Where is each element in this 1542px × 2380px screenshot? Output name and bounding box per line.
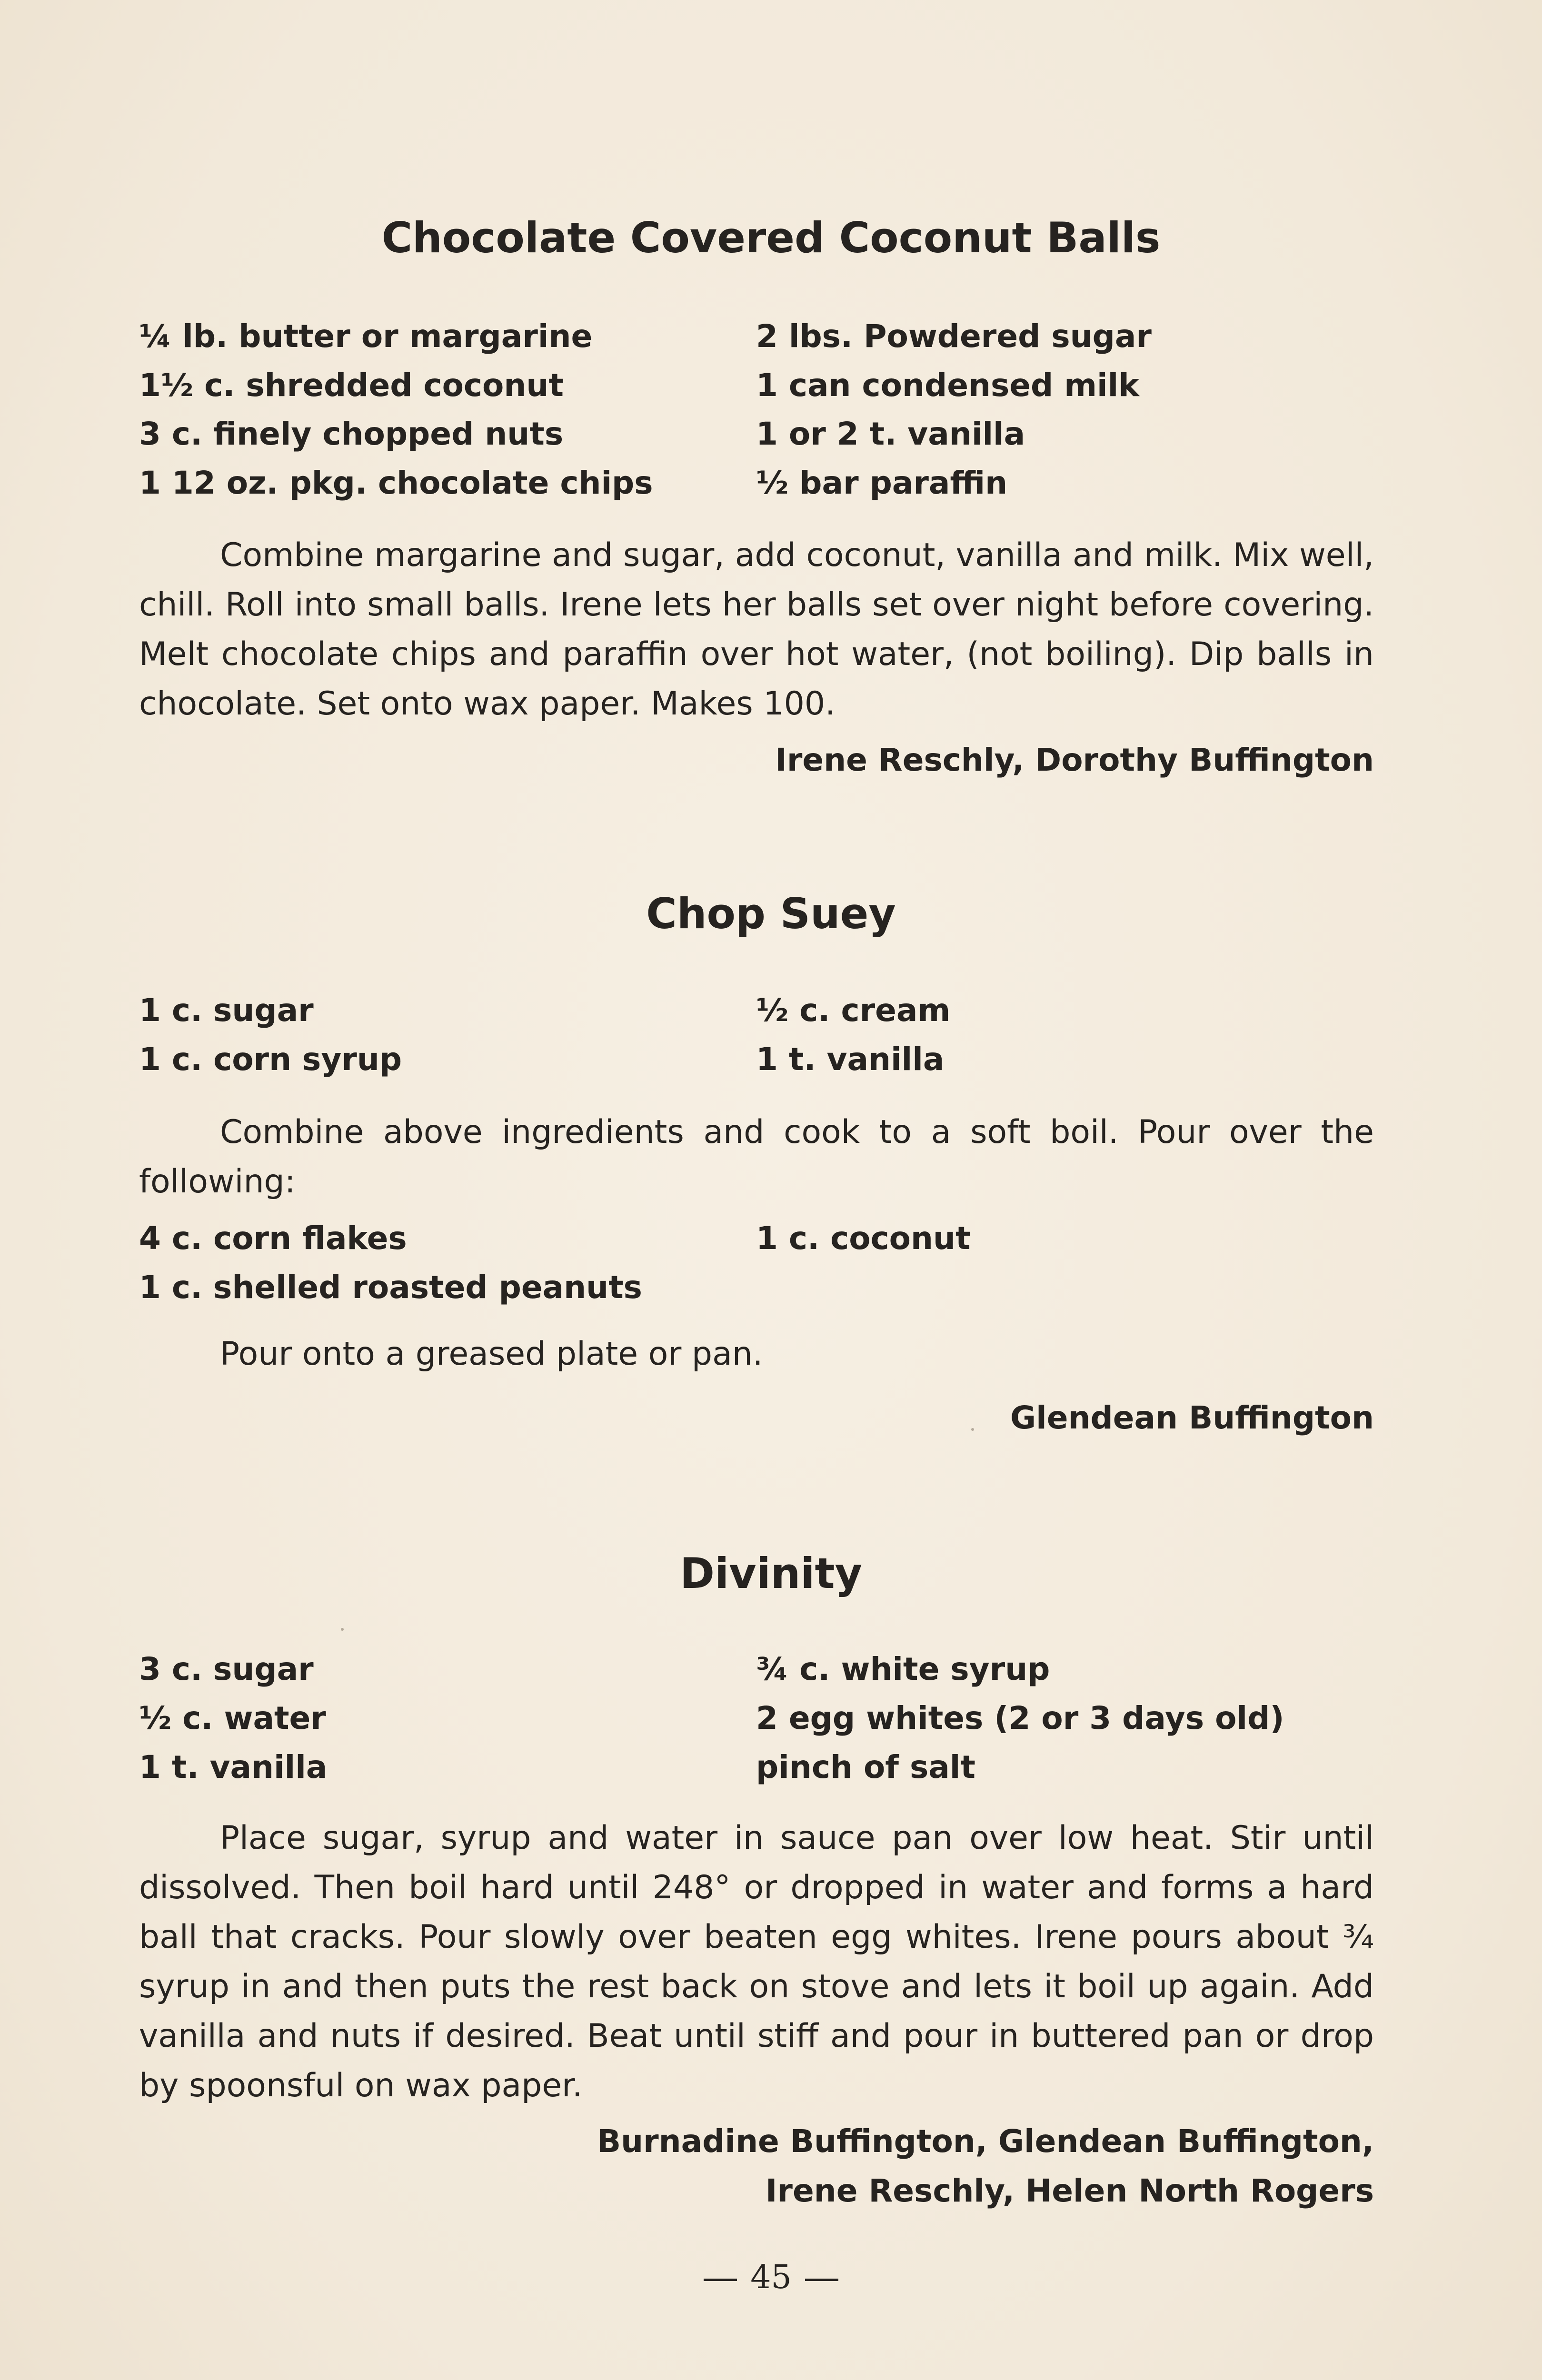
ingredient: 1 t. vanilla [756,1041,945,1078]
contributor-line: Irene Reschly, Dorothy Buffington [775,742,1374,778]
ingredient: 2 lbs. Powdered sugar [756,318,1152,355]
recipe-title-coconut-balls: Chocolate Covered Coconut Balls [381,213,1161,262]
ingredient: 1 c. sugar [139,992,314,1029]
ingredient: 1 or 2 t. vanilla [756,416,1025,452]
recipe-instructions: Place sugar, syrup and water in sauce pan over low heat. Stir until dissolved. Then boil hard until 248° or dropped in water and forms a hard ball that cracks. Pour slowly over beaten egg whites. Irene pours about ¾ syrup in and then puts the rest back on stove and lets it boil up again. Add vanilla and nuts if desired. Beat until stiff and pour in buttered pan or drop by spoonsful on wax paper. [139,1819,1374,2104]
ingredient: pinch of salt [756,1749,975,1785]
ingredient: 4 c. corn flakes [139,1220,407,1257]
ingredient: ¼ lb. butter or margarine [139,318,593,355]
ingredient: 2 egg whites (2 or 3 days old) [756,1700,1284,1736]
contributor-line: Irene Reschly, Helen North Rogers [765,2172,1374,2209]
recipe-instructions: Combine margarine and sugar, add coconut, vanilla and milk. Mix well, chill. Roll into small balls. Irene lets her balls set over night before covering. Melt chocolate chips and paraffin over hot water, (not boiling). Dip balls in chocolate. Set onto wax paper. Makes 100. [139,536,1374,723]
ingredient: 1 c. corn syrup [139,1041,402,1078]
ingredient: 1 c. coconut [756,1220,971,1257]
dash-right [805,2279,838,2281]
ingredient: ½ bar paraffin [756,465,1008,501]
ingredient: ¾ c. white syrup [756,1651,1050,1687]
recipe-instructions: Combine above ingredients and cook to a soft boil. Pour over the following: [139,1113,1374,1200]
ingredient: 1½ c. shredded coconut [139,367,564,404]
ingredient: 1 12 oz. pkg. chocolate chips [139,465,653,501]
ingredient: 1 t. vanilla [139,1749,328,1785]
ingredient: 1 c. shelled roasted peanuts [139,1269,642,1306]
ingredient: ½ c. water [139,1700,326,1736]
ingredient: 3 c. finely chopped nuts [139,416,564,452]
ingredient: ½ c. cream [756,992,951,1029]
recipe-title-chop-suey: Chop Suey [646,889,896,938]
paper-fleck [341,1628,344,1631]
recipe-title-divinity: Divinity [680,1549,862,1598]
contributor-line: Burnadine Buffington, Glendean Buffington, [597,2123,1374,2160]
page-number [0,2259,1542,2296]
recipe-instructions: Pour onto a greased plate or pan. [220,1335,763,1373]
ingredient: 1 can condensed milk [756,367,1140,404]
paper-fleck [971,1428,974,1431]
contributor-line: Glendean Buffington [1010,1399,1374,1436]
dash-left [704,2279,737,2281]
page-number-value: 45 [750,2259,792,2296]
ingredient: 3 c. sugar [139,1651,314,1687]
